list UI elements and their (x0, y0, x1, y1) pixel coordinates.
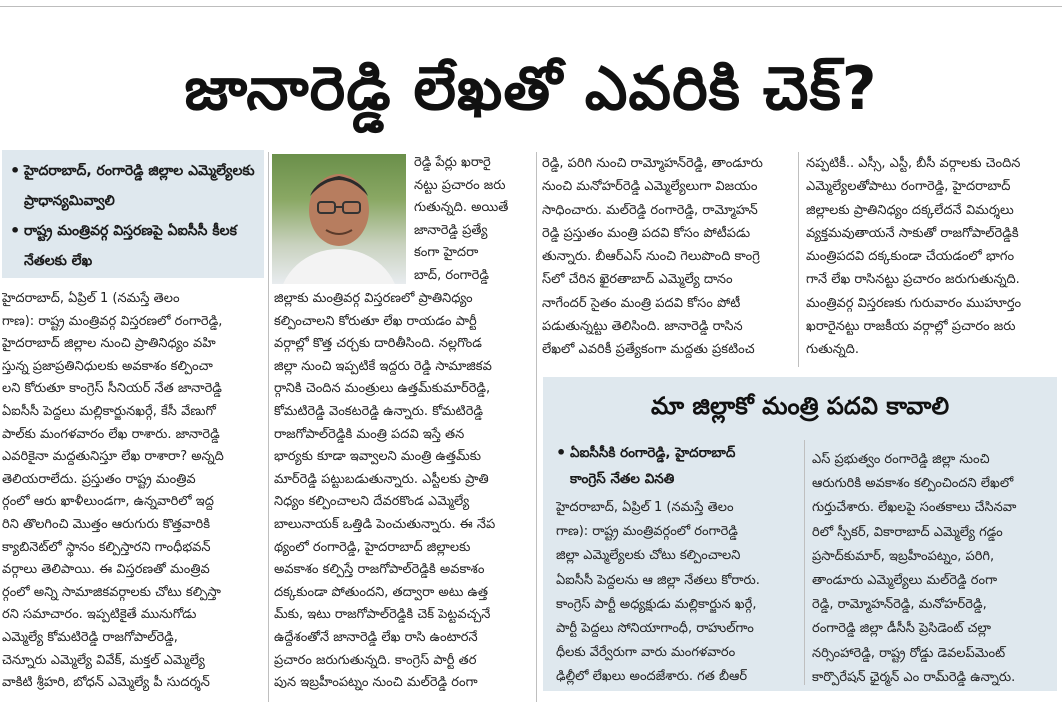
text-line: నుంచి మనోహర్‌రెడ్డి ఎమ్మెల్యేలుగా విజయం (542, 179, 758, 195)
text-line: గుర్తుచేశారు. లేఖలపై సంతకాలు చేసినవా (812, 500, 1017, 516)
text-line: ఢిల్లీలో లేఖలు అందజేశారు. గత బీఆర్ (556, 669, 748, 685)
text-line: ర్గంలో ఆరు ఖాళీలుండగా, ఉన్నవారిలో ఇద్ద (2, 494, 214, 510)
text-line: ఏఐసీసీ పెద్దలు మల్లికార్జునఖర్గే, కేసీ వేణుగో (2, 403, 216, 419)
text-line: హైదరాబాద్, ఏప్రిల్ 1 (నమస్తే తెలం (2, 291, 180, 306)
highlight-item (10, 156, 256, 216)
headline: జానారెడ్డి లేఖతో ఎవరికి చెక్? (184, 54, 878, 124)
sub-column-2 (812, 448, 1056, 691)
text-line: భార్యకు కూడా ఇవ్వాలని మంత్రి ఉత్తమ్‌కు (274, 449, 482, 465)
text-line: తున్నారు. బీఆర్‌ఎస్ నుంచి గెలుపొంది కాంగ్రె (542, 249, 760, 265)
text-line: క్యాబినెట్‌లో స్థానం కల్పిస్తారని గాంధీభవన్ (2, 539, 211, 555)
text-line: ఖరారైనట్టు రాజకీయ వర్గాల్లో ప్రచారం జరు (806, 319, 1016, 335)
sub-story-title: మా జిల్లాకో మంత్రి పదవి కావాలి (650, 392, 950, 420)
text-line: ఎమ్మెల్యే కోమటిరెడ్డి రాజగోపాల్‌రెడ్డి, (2, 629, 178, 645)
text-line: నప్పటికీ.. ఎస్సీ, ఎస్టీ, బీసీ వర్గాలకు చెందిన (806, 156, 1021, 171)
text-line: బాలునాయక్ ఒత్తిడి పెంచుతున్నారు. ఈ నేప (274, 516, 496, 532)
text-line: మార్‌రెడ్డి పట్టుబడుతున్నారు. ఎస్టీలకు ప్రాతి (274, 471, 489, 487)
text-line: జిల్లాకు మంత్రివర్గ విస్తరణలో ప్రాతినిధ్యం (274, 291, 473, 306)
sub-column-1 (556, 496, 800, 691)
text-line: నాగేందర్ సైతం మంత్రి పదవి కోసం పోటీ (542, 295, 741, 311)
column-4 (806, 152, 1058, 362)
text-line: మంత్రిపదవి దక్కకుండా చేయడంలో భాగం (806, 249, 1015, 265)
text-line: ర్గానికి చెందిన మంత్రులు ఉత్తమ్‌కుమార్‌రెడ్డి, (274, 381, 491, 397)
text-line: స్తున్న ప్రజాప్రతినిధులకు అవకాశం కల్పించా (2, 358, 213, 374)
column-2-top (414, 152, 530, 288)
text-line: రిని తొలగించి మొత్తం ఆరుగురు కొత్తవారికి (2, 516, 211, 532)
text-line: పార్టీ పెద్దలు సోనియాగాంధీ, రాహుల్‌గాం (556, 621, 754, 637)
text-line: ఆరుగురికి అవకాశం కల్పించిందని లేఖలో (812, 476, 1014, 492)
text-line: లని కోరుతూ కాంగ్రెస్ సీనియర్ నేత జానారెడ్డి (2, 381, 222, 397)
text-line: ర్గంలో అన్ని సామాజికవర్గాలకు చోటు కల్పిస్తా (2, 584, 221, 600)
text-line: గుతున్నది. (806, 342, 859, 358)
text-line: పడుతున్నట్టు తెలిసింది. జానారెడ్డి రాసిన (542, 319, 743, 335)
text-line: థ్యంలో రంగారెడ్డి, హైదరాబాద్ జిల్లాలకు (274, 539, 471, 555)
text-line: బాద్, రంగారెడ్డి (414, 267, 489, 283)
text-line: కాంగ్రెస్ పార్టీ అధ్యక్షుడు మల్లికార్జున ఖర్గే, (556, 596, 757, 612)
portrait-image (272, 154, 406, 284)
text-line: ప్రసాద్‌కుమార్, ఇబ్రహీంపట్నం, పరిగి, (812, 548, 995, 564)
highlight-text: హైదరాబాద్, రంగారెడ్డి జిల్లాల ఎమ్మెల్యేలకు ప్రాధాన్యమివ్వాలి (24, 163, 255, 209)
text-line: ఉద్దేశంతోనే జానారెడ్డి లేఖ రాసి ఉంటారనే (274, 629, 478, 645)
column-1 (2, 288, 264, 704)
text-line: రెడ్డి పేర్లు ఖరారై (414, 155, 491, 170)
text-line: సాధించారు. మల్‌రెడ్డి రంగారెడ్డి, రామ్మోహన్ (542, 202, 758, 218)
text-line: తెలియరాలేదు. ప్రస్తుతం రాష్ట్ర మంత్రివ (2, 471, 196, 487)
text-line: రని సమాచారం. ఇప్పటికైతే మునుగోడు (2, 607, 197, 623)
text-line: ఎమ్మెల్యేలతోపాటు రంగారెడ్డి, హైదరాబాద్ (806, 179, 1011, 195)
sub-bullet-item (556, 440, 796, 466)
text-line: ఎస్ ప్రభుత్వం రంగారెడ్డి జిల్లా నుంచి (812, 452, 990, 467)
text-line: నిధ్యం కల్పించాలని దేవరకొండ ఎమ్మెల్యే (274, 494, 470, 510)
text-line: రిలో స్పీకర్, వికారాబాద్ ఎమ్మెల్యే గడ్డం (812, 524, 1003, 540)
bullet-icon: • (10, 161, 21, 180)
text-line: వాకిటి శ్రీహరి, బోధన్ ఎమ్మెల్యే పీ సుదర్శన్ (2, 675, 210, 691)
text-line: మ్‌కు, ఇటు రాజగోపాల్‌రెడ్డికి చెక్ పెట్టవచ్చనే (274, 607, 491, 623)
text-line: గుతున్నది. అయితే (414, 200, 509, 216)
text-line: రెడ్డి, పరిగి నుంచి రామ్మోహన్‌రెడ్డి, తాండూరు (542, 156, 763, 171)
text-line: జిల్లాలకు ప్రాతినిధ్యం దక్కలేదనే విమర్శలు (806, 202, 1014, 218)
sub-bullet-text: కాంగ్రెస్ నేతల వినతి (570, 471, 675, 487)
text-line: హైదరాబాద్ జిల్లాల నుంచి ప్రాతినిధ్యం వహి (2, 336, 216, 352)
text-line: రెడ్డి, రామ్మోహన్‌రెడ్డి, మనోహర్‌రెడ్డి, (812, 597, 987, 613)
text-line: వర్గాలు తెలిపాయి. ఈ విస్తరణతో మంత్రివ (2, 562, 210, 578)
bullet-icon: • (556, 443, 567, 462)
highlights-box (2, 150, 264, 278)
text-line: వర్గాల్లో కొత్త చర్చకు దారితీసింది. నల్లగొండ (274, 336, 482, 352)
text-line: జానారెడ్డి ప్రత్యే (414, 222, 488, 238)
text-line: చెన్నూరు ఎమ్మెల్యే వివేక్, మక్తల్ ఎమ్మెల్యే (2, 652, 205, 668)
text-line: ఏఐసీసీ పెద్దలను ఆ జిల్లా నేతలు కోరారు. (556, 572, 760, 588)
text-line: గాణ): రాష్ట్ర మంత్రివర్గ విస్తరణలో రంగారెడ్డి, (2, 313, 223, 329)
text-line: నర్సింహారెడ్డి, రాష్ట్ర రోడ్డు డెవలప్‌మెంట్ (812, 645, 1006, 661)
text-line: మంత్రివర్గ విస్తరణకు గురువారం ముహూర్తం (806, 295, 1022, 311)
text-line: తాండూరు ఎమ్మెల్యేలు మల్‌రెడ్డి రంగా (812, 573, 998, 589)
text-line: పాల్‌కు మంగళవారం లేఖ రాశారు. జానారెడ్డి (2, 426, 220, 442)
text-line: కల్పించాలని కోరుతూ లేఖ రాయడం పార్టీ (274, 313, 477, 329)
sub-bullet-text: ఏఐసీసీకి రంగారెడ్డి, హైదరాబాద్ (570, 445, 736, 461)
bullet-icon: • (10, 221, 21, 240)
column-divider (798, 152, 799, 367)
text-line: జిల్లా నుంచి ఇప్పటికే ఇద్దరు రెడ్డి సామాజికవ (274, 358, 492, 374)
text-line: కార్పొరేషన్ ఛైర్మన్ ఎం రామ్‌రెడ్డి ఉన్నారు. (812, 669, 1016, 685)
text-line: లేఖలో ఎవరికీ ప్రత్యేకంగా మద్దతు ప్రకటించ (542, 342, 755, 358)
text-line: ప్రచారం జరుగుతున్నది. కాంగ్రెస్ పార్టీ తర (274, 652, 477, 668)
highlight-item (10, 216, 256, 276)
top-rule (0, 0, 1062, 7)
text-line: గాణ): రాష్ట్ర మంత్రివర్గంలో రంగారెడ్డి (556, 524, 738, 540)
text-line: వ్యక్తమవుతాయనే సాకుతో రాజగోపాల్‌రెడ్డికి (806, 225, 1019, 241)
column-divider (268, 152, 269, 702)
column-3 (542, 152, 792, 362)
column-divider (536, 152, 537, 702)
sub-story-highlight (556, 440, 796, 492)
highlight-text: రాష్ట్ర మంత్రివర్గ విస్తరణపై ఏఐసీసీ కీలక నేతలకు లేఖ (24, 223, 237, 269)
text-line: దక్కకుండా పోతుందని, తద్వారా అటు ఉత్త (274, 584, 488, 600)
text-line: కంగా హైదరా (414, 245, 479, 261)
jana-reddy-photo (272, 154, 406, 284)
text-line: ఎవరికైనా మద్దతునిస్తూ లేఖ రాశారా? అన్నది (2, 449, 224, 465)
text-line: ధీలకు వేర్వేరుగా వారు మంగళవారం (556, 645, 736, 661)
text-line: రెడ్డి ప్రస్తుతం మంత్రి పదవి కోసం పోటీపడు (542, 225, 751, 241)
text-line: అవకాశం కల్పిస్తే రాజగోపాల్‌రెడ్డికి అవకాశం (274, 562, 485, 578)
text-line: జిల్లా ఎమ్మెల్యేలకు చోటు కల్పించాలని (556, 548, 741, 564)
text-line: పున ఇబ్రహీంపట్నం నుంచి మల్‌రెడ్డి రంగా (274, 675, 478, 691)
text-line: కోమటిరెడ్డి వెంకటరెడ్డి ఉన్నారు. కోమటిరెడ్డి (274, 403, 484, 419)
text-line: రాజగోపాల్‌రెడ్డికి మంత్రి పదవి ఇస్తే తన (274, 426, 465, 442)
text-line: హైదరాబాద్, ఏప్రిల్ 1 (నమస్తే తెలం (556, 500, 734, 515)
text-line: నట్టు ప్రచారం జరు (414, 177, 506, 193)
column-divider (804, 440, 805, 685)
text-line: రంగారెడ్డి జిల్లా డీసీసీ ప్రెసిడెంట్ చల్లా (812, 621, 992, 637)
text-line: స్‌లో చేరిన ఖైరతాబాద్ ఎమ్మెల్యే దానం (542, 272, 733, 288)
text-line: గానే లేఖ రాసినట్టు ప్రచారం జరుగుతున్నది. (806, 272, 1020, 288)
column-2 (274, 288, 530, 704)
